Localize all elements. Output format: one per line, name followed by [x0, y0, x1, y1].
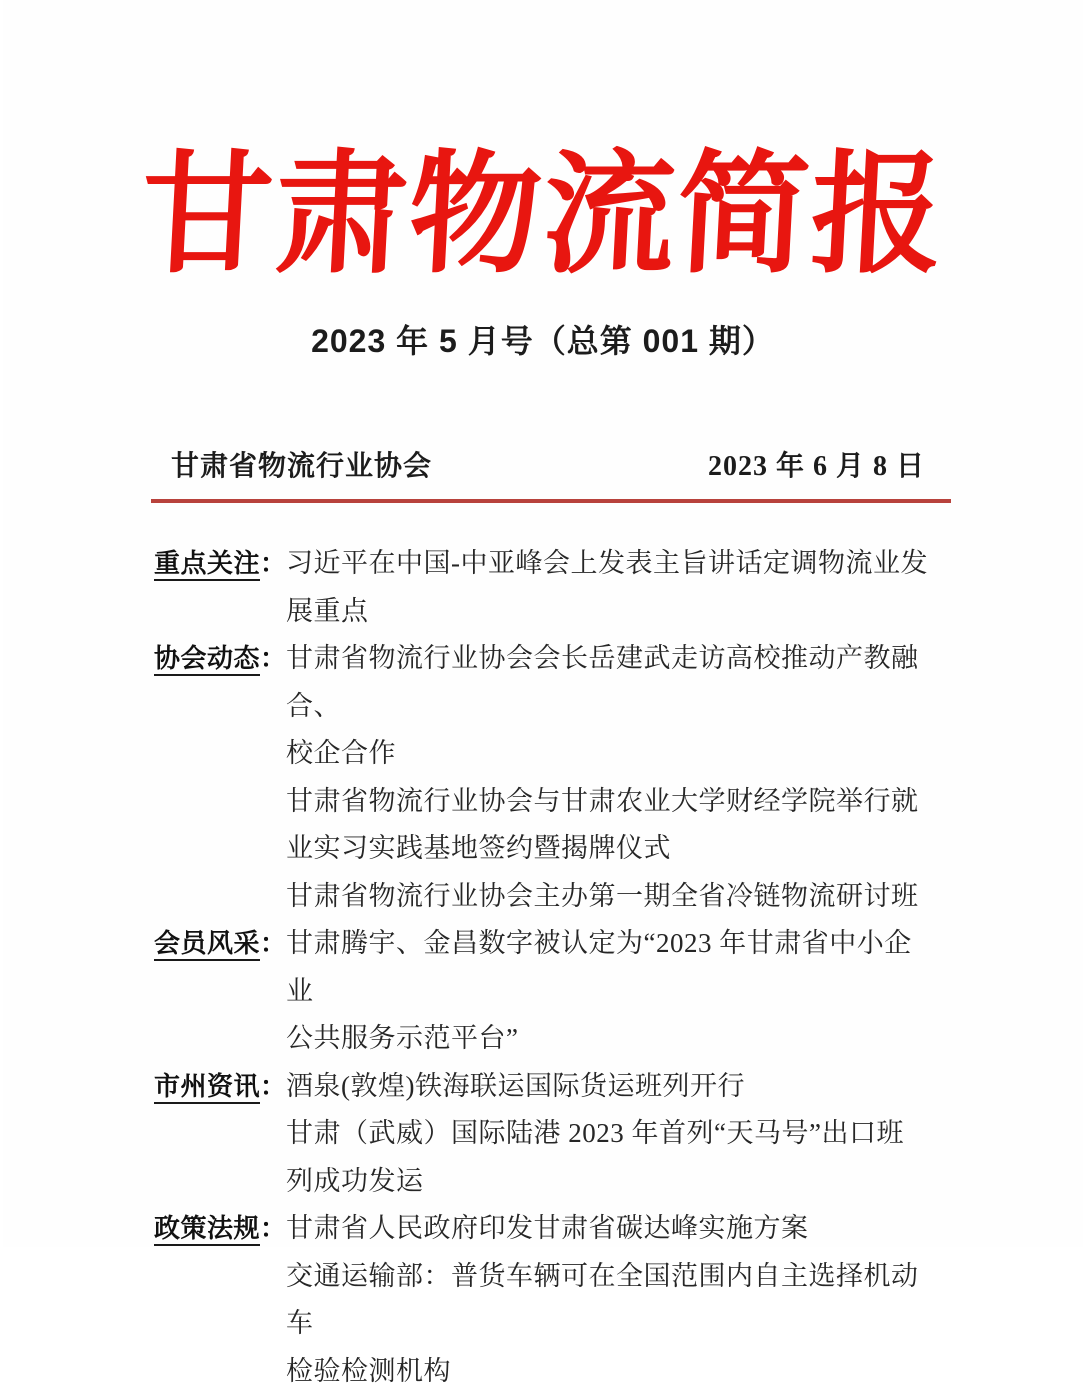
toc-section-label-text: 重点关注: [154, 549, 260, 581]
toc-section-label-colon: ：: [260, 929, 287, 958]
toc-item-line: 检验检测机构: [286, 1348, 936, 1395]
toc-section-label: [154, 920, 286, 968]
toc-item-line: 甘肃省物流行业协会主办第一期全省冷链物流研讨班: [286, 873, 936, 921]
toc-item-line: 甘肃省物流行业协会与甘肃农业大学财经学院举行就: [286, 778, 936, 826]
toc-item: [154, 778, 936, 873]
toc-item-line: 酒泉(敦煌)铁海联运国际货运班列开行: [286, 1063, 936, 1111]
toc-section-1: [154, 635, 936, 920]
toc-item: [154, 1253, 936, 1395]
toc-item-line: 甘肃省人民政府印发甘肃省碳达峰实施方案: [286, 1205, 936, 1253]
toc-section-label-colon: ：: [260, 549, 287, 578]
toc-item-line: 甘肃省物流行业协会会长岳建武走访高校推动产教融合、: [286, 635, 936, 730]
table-of-contents: [154, 540, 936, 1395]
newsletter-title: 甘肃物流简报: [0, 146, 1086, 285]
toc-section-4: [154, 1205, 936, 1395]
toc-item: [154, 873, 936, 921]
toc-section-label-text: 会员风采: [154, 929, 260, 961]
issue-number-line: 2023 年 5 月号（总第 001 期）: [3, 316, 1083, 362]
toc-section-label: [154, 1063, 286, 1111]
toc-item-line: 校企合作: [286, 730, 936, 778]
toc-item-line: 列成功发运: [286, 1158, 936, 1206]
publisher-name: 甘肃省物流行业协会: [171, 444, 432, 484]
toc-item-line: 交通运输部：普货车辆可在全国范围内自主选择机动车: [286, 1253, 936, 1348]
toc-section-2: [154, 920, 936, 1063]
toc-item-line: 公共服务示范平台”: [286, 1015, 936, 1063]
toc-section-label-text: 政策法规: [154, 1214, 260, 1246]
toc-item-line: 展重点: [286, 588, 936, 636]
toc-item-line: 甘肃（武威）国际陆港 2023 年首列“天马号”出口班: [286, 1110, 936, 1158]
newsletter-page: [3, 0, 1083, 1247]
toc-section-label-text: 协会动态: [154, 644, 260, 676]
masthead-row: [171, 444, 925, 484]
toc-item-line: 甘肃腾宇、金昌数字被认定为“2023 年甘肃省中小企业: [286, 920, 936, 1015]
toc-section-label: [154, 635, 286, 683]
toc-section-label-colon: ：: [260, 1214, 287, 1243]
toc-section-label-text: 市州资讯: [154, 1072, 260, 1104]
toc-section-label-colon: ：: [260, 1072, 287, 1101]
toc-section-label: [154, 1205, 286, 1253]
toc-section-3: [154, 1063, 936, 1206]
masthead-divider-rule: [151, 499, 951, 503]
toc-item-line: 习近平在中国-中亚峰会上发表主旨讲话定调物流业发: [286, 540, 936, 588]
toc-section-label: [154, 540, 286, 588]
toc-section-label-colon: ：: [260, 644, 287, 673]
issue-date: 2023 年 6 月 8 日: [708, 444, 925, 484]
toc-item: [154, 1110, 936, 1205]
toc-section-0: [154, 540, 936, 635]
toc-item-line: 业实习实践基地签约暨揭牌仪式: [286, 825, 936, 873]
